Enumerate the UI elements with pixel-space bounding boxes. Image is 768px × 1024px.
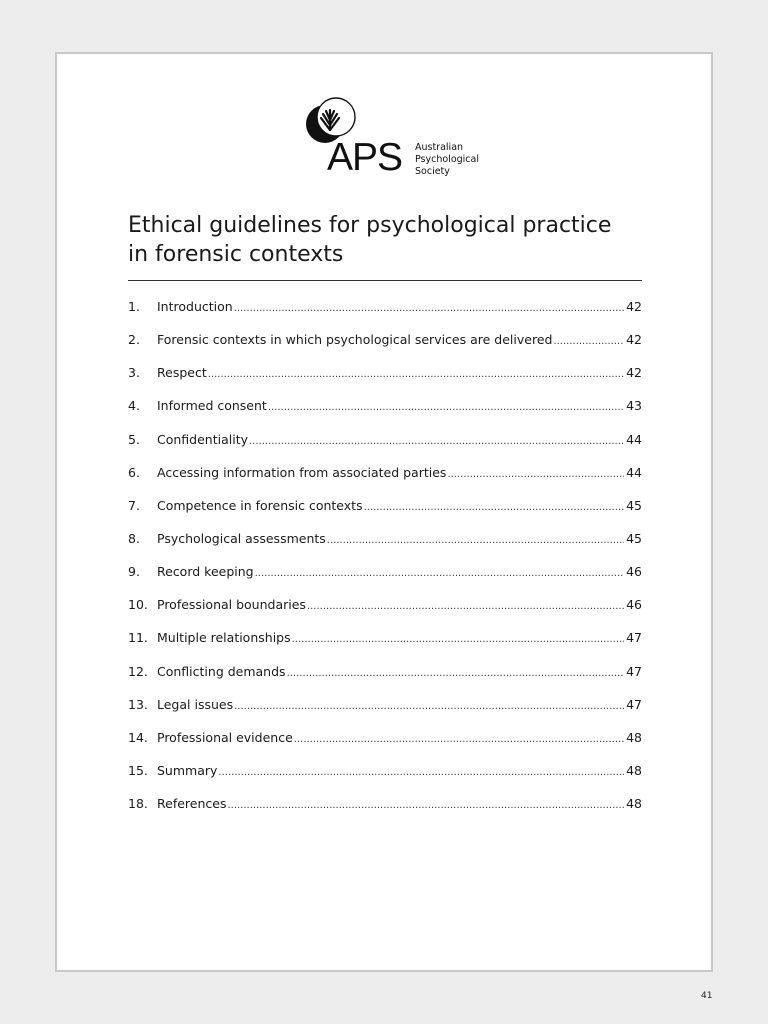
toc-entry[interactable] xyxy=(128,290,642,323)
toc-entry[interactable] xyxy=(128,555,642,588)
document-page xyxy=(55,52,713,972)
logo-letters: APS xyxy=(327,136,403,179)
toc-entry-number: 9. xyxy=(128,564,140,580)
toc-entry-label: References xyxy=(157,796,227,812)
toc-entry[interactable] xyxy=(128,688,642,721)
toc-entry-number: 1. xyxy=(128,299,140,314)
toc-dot-leader xyxy=(255,557,624,590)
toc-entry[interactable] xyxy=(128,423,642,456)
toc-dot-leader xyxy=(447,458,624,491)
logo-word: Australian xyxy=(415,142,464,153)
logo-word: Psychological xyxy=(415,154,479,165)
toc-entry-page: 45 xyxy=(626,530,642,546)
toc-entry-label: Forensic contexts in which psychological services are delivered xyxy=(157,332,553,348)
toc-entry-number: 7. xyxy=(128,497,140,513)
toc-entry-number: 14. xyxy=(128,729,148,745)
toc-entry[interactable] xyxy=(128,356,642,389)
toc-entry-label: Informed consent xyxy=(157,398,267,414)
toc-entry-label: Professional boundaries xyxy=(157,597,306,613)
toc-entry[interactable] xyxy=(128,522,642,555)
toc-dot-leader xyxy=(218,756,624,789)
logo-society-name xyxy=(415,142,479,178)
toc-entry-label: Introduction xyxy=(157,299,233,314)
toc-entry-number: 10. xyxy=(128,597,148,613)
toc-entry[interactable] xyxy=(128,787,642,820)
toc-entry-page: 48 xyxy=(626,762,642,778)
toc-entry-number: 18. xyxy=(128,796,148,812)
toc-dot-leader xyxy=(234,690,624,723)
toc-entry-label: Legal issues xyxy=(157,696,234,712)
toc-dot-leader xyxy=(307,590,624,623)
aps-logo xyxy=(300,96,500,182)
toc-dot-leader xyxy=(292,623,624,656)
toc-entry-number: 3. xyxy=(128,365,140,381)
toc-entry[interactable] xyxy=(128,655,642,688)
toc-dot-leader xyxy=(364,491,625,524)
table-of-contents xyxy=(128,290,642,820)
toc-entry-number: 8. xyxy=(128,530,140,546)
toc-entry-page: 42 xyxy=(626,332,642,348)
toc-entry-page: 47 xyxy=(626,696,642,712)
toc-entry-page: 48 xyxy=(626,796,642,812)
title-line-1: Ethical guidelines for psychological practice xyxy=(128,213,612,238)
toc-entry[interactable] xyxy=(128,323,642,356)
toc-dot-leader xyxy=(287,657,625,690)
toc-entry-number: 4. xyxy=(128,398,140,414)
toc-entry-number: 13. xyxy=(128,696,148,712)
toc-dot-leader xyxy=(208,358,624,391)
toc-entry-page: 43 xyxy=(626,398,642,414)
toc-entry-page: 42 xyxy=(626,365,642,381)
toc-entry[interactable] xyxy=(128,389,642,422)
toc-entry-number: 6. xyxy=(128,464,140,480)
toc-dot-leader xyxy=(294,723,624,756)
toc-entry-number: 15. xyxy=(128,762,148,778)
document-title xyxy=(128,211,648,269)
toc-entry[interactable] xyxy=(128,489,642,522)
toc-entry[interactable] xyxy=(128,754,642,787)
toc-entry-label: Accessing information from associated parties xyxy=(157,464,447,480)
title-divider xyxy=(128,280,642,281)
toc-entry-label: Psychological assessments xyxy=(157,530,326,546)
toc-entry-page: 46 xyxy=(626,564,642,580)
logo-word: Society xyxy=(415,166,450,177)
toc-entry-page: 42 xyxy=(626,299,642,314)
toc-entry-label: Multiple relationships xyxy=(157,630,291,646)
toc-entry[interactable] xyxy=(128,621,642,654)
toc-entry-label: Confidentiality xyxy=(157,431,248,447)
toc-entry-page: 47 xyxy=(626,630,642,646)
toc-entry-number: 11. xyxy=(128,630,148,646)
toc-entry-number: 2. xyxy=(128,332,140,348)
toc-entry-label: Summary xyxy=(157,762,218,778)
toc-entry-number: 12. xyxy=(128,663,148,679)
toc-entry[interactable] xyxy=(128,588,642,621)
toc-entry-page: 47 xyxy=(626,663,642,679)
page-number: 41 xyxy=(701,991,713,1001)
toc-entry-label: Respect xyxy=(157,365,207,381)
toc-dot-leader xyxy=(268,391,624,424)
toc-entry-page: 46 xyxy=(626,597,642,613)
toc-entry-label: Conflicting demands xyxy=(157,663,286,679)
toc-entry-number: 5. xyxy=(128,431,140,447)
toc-dot-leader xyxy=(234,292,624,325)
toc-entry[interactable] xyxy=(128,456,642,489)
toc-dot-leader xyxy=(249,425,624,458)
toc-entry-label: Competence in forensic contexts xyxy=(157,497,363,513)
toc-entry-page: 48 xyxy=(626,729,642,745)
toc-entry-page: 44 xyxy=(626,431,642,447)
toc-entry[interactable] xyxy=(128,721,642,754)
toc-dot-leader xyxy=(553,325,624,358)
toc-dot-leader xyxy=(227,789,624,822)
toc-entry-label: Professional evidence xyxy=(157,729,293,745)
toc-entry-page: 44 xyxy=(626,464,642,480)
toc-entry-label: Record keeping xyxy=(157,564,254,580)
toc-entry-page: 45 xyxy=(626,497,642,513)
title-line-2: in forensic contexts xyxy=(128,242,344,267)
toc-dot-leader xyxy=(327,524,624,557)
